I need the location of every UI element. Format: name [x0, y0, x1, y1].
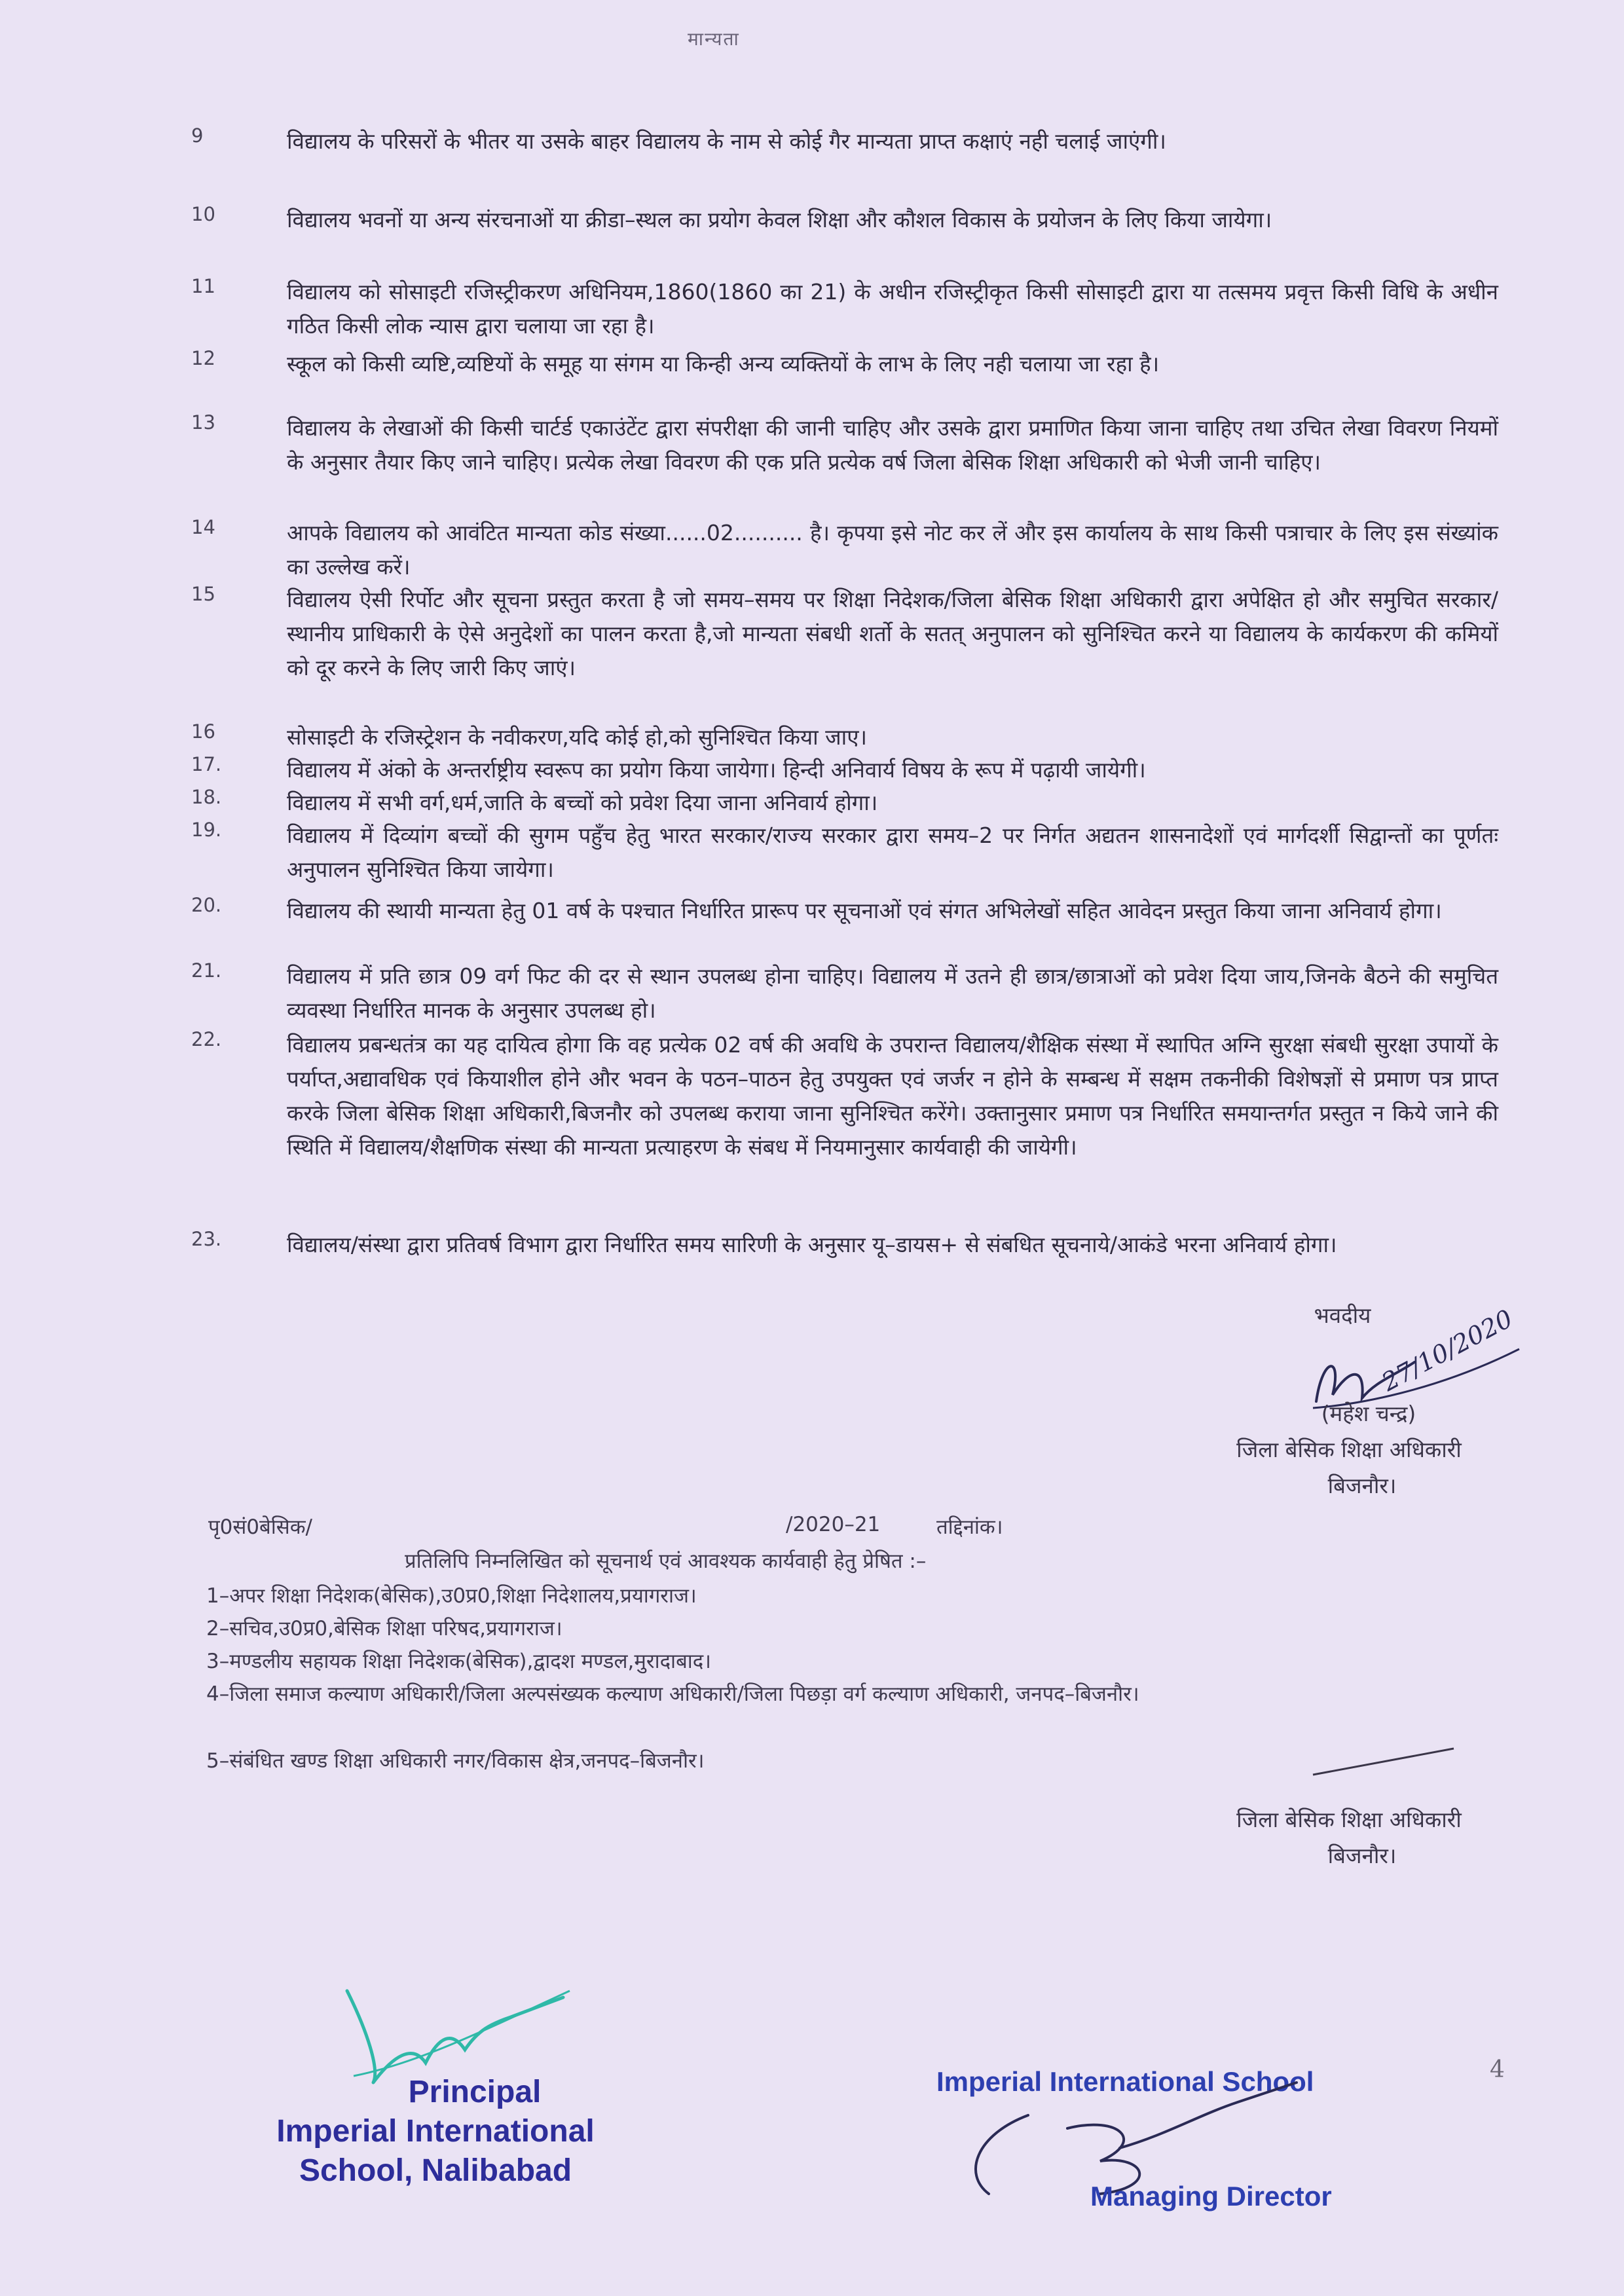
stamp-school-name: Imperial International School — [936, 2066, 1314, 2097]
clause-text: विद्यालय को सोसाइटी रजिस्ट्रीकरण अधिनियम,1860(1860 का 21) के अधीन रजिस्ट्रीकृत किसी सोसाइटी द्वारा या तत्समय प्रवृत्त किसी विधि के अधीन गठित किसी लोक न्यास द्वारा चलाया जा रहा है। — [287, 279, 1498, 339]
clause-number: 11 — [191, 275, 215, 297]
recipient-2: 2–सचिव,उ0प्र0,बेसिक शिक्षा परिषद,प्रयागराज। — [206, 1617, 563, 1640]
clause-text: विद्यालय भवनों या अन्य संरचनाओं या क्रीडा–स्थल का प्रयोग केवल शिक्षा और कौशल विकास के प्रयोजन के लिए किया जायेगा। — [287, 207, 1272, 232]
officer-place: बिजनौर। — [1327, 1473, 1397, 1498]
director-title-stamp — [1090, 2181, 1549, 2212]
clause-text: विद्यालय में दिव्यांग बच्चों की सुगम पहुँच हेतु भारत सरकार/राज्य सरकार द्वारा समय–2 पर निर्गत अद्यतन शासनादेशों एवं मार्गदर्शी सिद्वान्तों का पूर्णतः अनुपालन सुनिश्चित किया जायेगा। — [287, 823, 1498, 882]
clause-number: 22. — [191, 1028, 222, 1050]
clause-text: विद्यालय के लेखाओं की किसी चार्टर्ड एकाउंटेंट द्वारा संपरीक्षा की जानी चाहिए और उसके द्वारा प्रमाणित किया जाना चाहिए तथा उचित लेखा विवरण नियमों के अनुसार तैयार किए जाने चाहिए। प्रत्येक लेखा विवरण की एक प्रति प्रत्येक वर्ष जिला बेसिक शिक्षा अधिकारी को भेजी जानी चाहिए। — [287, 415, 1498, 475]
clause-text: विद्यालय में सभी वर्ग,धर्म,जाति के बच्चों को प्रवेश दिया जाना अनिवार्य होगा। — [287, 790, 878, 815]
endorsement-ref: पृ0सं0बेसिक/ — [208, 1515, 312, 1539]
page-number: 4 — [1490, 2056, 1505, 2083]
clause-number: 15 — [191, 583, 215, 605]
stamp-school-name: Imperial International — [276, 2114, 595, 2149]
clause-text: विद्यालय प्रबन्धतंत्र का यह दायित्व होगा कि वह प्रत्येक 02 वर्ष की अवधि के उपरान्त विद्यालय/शैक्षिक संस्था में स्थापित अग्नि सुरक्षा संबधी सुरक्षा उपायों के पर्याप्त,अद्यावधिक एवं कियाशील होने और भवन के पठन–पाठन हेतु उपयुक्त एवं जर्जर न होने के सम्बन्ध में सक्षम तकनीकी विशेषज्ञों से प्रमाण पत्र प्राप्त करके जिला बेसिक शिक्षा अधिकारी,बिजनौर को उपलब्ध कराया जाना सुनिश्चित करेंगे। उक्तानुसार प्रमाण पत्र निर्धारित समयान्तर्गत प्रस्तुत न किये जाने की स्थिति में विद्यालय/शैक्षणिक संस्था की मान्यता प्रत्याहरण के संबध में नियमानुसार कार्यवाही की जायेगी। — [287, 1032, 1498, 1160]
clause-number: 18. — [191, 786, 222, 808]
clause-number: 9 — [191, 124, 204, 147]
clause-text: विद्यालय के परिसरों के भीतर या उसके बाहर विद्यालय के नाम से कोई गैर मान्यता प्राप्त कक्षाएं नही चलाई जाएंगी। — [287, 128, 1166, 154]
clause-number: 19. — [191, 819, 222, 841]
recipient-5: 5–संबंधित खण्ड शिक्षा अधिकारी नगर/विकास क्षेत्र,जनपद–बिजनौर। — [206, 1749, 705, 1773]
clause-text: विद्यालय ऐसी रिर्पोट और सूचना प्रस्तुत करता है जो समय–समय पर शिक्षा निदेशक/जिला बेसिक शिक्षा अधिकारी द्वारा अपेक्षित हो और समुचित सरकार/स्थानीय प्राधिकारी के ऐसे अनुदेशों का पालन करता है,जो मान्यता संबधी शर्तो के सतत् अनुपालन को सुनिश्चित करने या विद्यालय के कार्यकरण की कमियों को दूर करने के लिए जारी किए जाएं। — [287, 587, 1498, 680]
stamp-director-title: Managing Director — [1090, 2181, 1332, 2212]
signoff-closing: भवदीय — [1314, 1303, 1371, 1328]
clause-text: स्कूल को किसी व्यष्टि,व्यष्टियों के समूह या संगम या किन्ही अन्य व्यक्तियों के लाभ के लिए नही चलाया जा रहा है। — [287, 351, 1160, 377]
officer-name: (महेश चन्द्र) — [1321, 1401, 1416, 1426]
clause-text: आपके विद्यालय को आवंटित मान्यता कोड संख्या......02.......... है। कृपया इसे नोट कर लें और इस कार्यालय के साथ किसी पत्राचार के लिए इस संख्यांक का उल्लेख करें। — [287, 520, 1498, 580]
clause-text: विद्यालय की स्थायी मान्यता हेतु 01 वर्ष के पश्चात निर्धारित प्रारूप पर सूचनाओं एवं संगत अभिलेखों सहित आवेदन प्रस्तुत किया जाना अनिवार्य होगा। — [287, 898, 1442, 923]
clause-number: 21. — [191, 959, 222, 982]
endorsement-place: बिजनौर। — [1327, 1843, 1397, 1868]
clause-text: विद्यालय/संस्था द्वारा प्रतिवर्ष विभाग द्वारा निर्धारित समय सारिणी के अनुसार यू–डायस+ से संबधित सूचनाये/आकंडे भरना अनिवार्य होगा। — [287, 1232, 1337, 1257]
stamp-principal-title: Principal — [408, 2075, 542, 2109]
clause-number: 20. — [191, 894, 222, 916]
clause-number: 12 — [191, 347, 215, 369]
principal-stamp — [226, 1974, 645, 2191]
clause-number: 23. — [191, 1228, 222, 1250]
clause-text: विद्यालय में प्रति छात्र 09 वर्ग फिट की दर से स्थान उपलब्ध होना चाहिए। विद्यालय में उतने ही छात्र/छात्राओं को प्रवेश दिया जाय,जिनके बैठने की समुचित व्यवस्था निर्धारित मानक के अनुसार उपलब्ध हो। — [287, 963, 1498, 1023]
officer-designation: जिला बेसिक शिक्षा अधिकारी — [1236, 1437, 1462, 1462]
clause-number: 17. — [191, 753, 222, 775]
endorsement-intro: प्रतिलिपि निम्नलिखित को सूचनार्थ एवं आवश्यक कार्यवाही हेतु प्रेषित :– — [405, 1549, 927, 1573]
endorsement-date: तद्दिनांक। — [936, 1515, 1003, 1539]
clause-text: सोसाइटी के रजिस्ट्रेशन के नवीकरण,यदि कोई हो,को सुनिश्चित किया जाए। — [287, 724, 867, 750]
clause-number: 10 — [191, 203, 215, 225]
clause-number: 14 — [191, 516, 215, 538]
recipient-3: 3–मण्डलीय सहायक शिक्षा निदेशक(बेसिक),द्वादश मण्डल,मुरादाबाद। — [206, 1650, 712, 1673]
endorsement-year: /2020–21 — [786, 1513, 881, 1536]
clause-number: 16 — [191, 720, 215, 743]
recipient-1: 1–अपर शिक्षा निदेशक(बेसिक),उ0प्र0,शिक्षा निदेशालय,प्रयागराज। — [206, 1584, 697, 1608]
stamp-school-place: School, Nalibabad — [299, 2153, 572, 2188]
recipient-4: 4–जिला समाज कल्याण अधिकारी/जिला अल्पसंख्यक कल्याण अधिकारी/जिला पिछड़ा वर्ग कल्याण अधिकारी, जनपद–बिजनौर। — [206, 1682, 1139, 1706]
endorsement-signature-stroke — [1310, 1745, 1460, 1778]
clause-text: विद्यालय में अंको के अन्तर्राष्ट्रीय स्वरूप का प्रयोग किया जायेगा। हिन्दी अनिवार्य विषय के रूप में पढ़ायी जायेगी। — [287, 757, 1146, 783]
header-mark: मान्यता — [688, 28, 740, 50]
endorsement-designation: जिला बेसिक शिक्षा अधिकारी — [1236, 1807, 1462, 1832]
signature-date: 27/10/2020 — [1376, 1304, 1518, 1397]
clause-number: 13 — [191, 411, 215, 434]
